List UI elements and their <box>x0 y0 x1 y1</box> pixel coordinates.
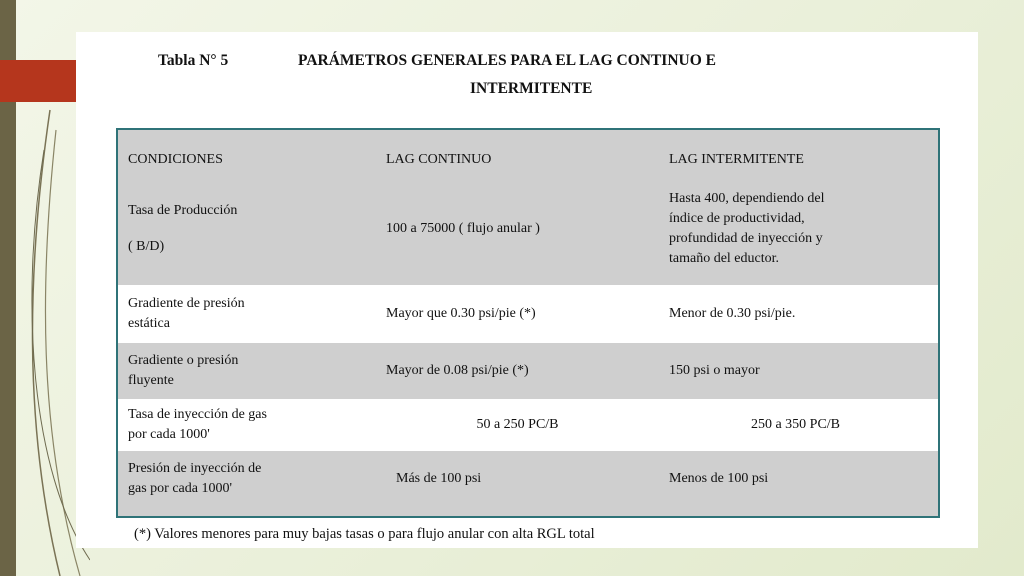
table-title-line2: INTERMITENTE <box>470 80 593 97</box>
condition-cell <box>118 459 376 499</box>
table-row <box>118 285 938 343</box>
intermitente-cell: 150 psi o mayor <box>669 363 760 378</box>
condition-text: Tasa de inyección de gas <box>128 407 267 422</box>
condition-text: estática <box>128 316 170 331</box>
table-row <box>118 399 938 451</box>
intermitente-cell: Menos de 100 psi <box>669 471 769 486</box>
condition-text: Presión de inyección de <box>128 461 262 476</box>
continuo-cell: 50 a 250 PC/B <box>476 417 559 432</box>
intermitente-line: índice de productividad, <box>669 210 805 226</box>
intermitente-line: tamaño del eductor. <box>669 250 780 266</box>
intermitente-line: Hasta 400, dependiendo del <box>669 190 825 206</box>
condition-cell <box>118 294 376 334</box>
condition-text: Tasa de Producción <box>128 202 238 218</box>
condition-cell <box>118 201 376 257</box>
table-row <box>118 451 938 507</box>
continuo-cell: 100 a 75000 ( flujo anular ) <box>386 220 540 236</box>
intermitente-cell: 250 a 350 PC/B <box>750 417 841 432</box>
table-row <box>118 343 938 399</box>
table-title-line1 <box>158 52 716 70</box>
header-lag-intermitente: LAG INTERMITENTE <box>669 152 804 167</box>
parameters-table <box>116 128 940 518</box>
condition-cell <box>118 405 376 445</box>
continuo-cell: Mayor que 0.30 psi/pie (*) <box>386 306 536 321</box>
intermitente-line: profundidad de inyección y <box>669 230 823 246</box>
condition-text: fluyente <box>128 373 174 388</box>
condition-cell <box>118 351 376 391</box>
continuo-cell: Más de 100 psi <box>396 471 482 486</box>
table-number: Tabla N° 5 <box>158 52 229 69</box>
condition-text: por cada 1000' <box>128 427 210 442</box>
table-header-row <box>118 148 938 172</box>
table-title-text: PARÁMETROS GENERALES PARA EL LAG CONTINUO E <box>298 52 716 69</box>
continuo-cell: Mayor de 0.08 psi/pie (*) <box>386 363 529 378</box>
accent-block <box>0 60 76 102</box>
intermitente-cell <box>659 189 938 269</box>
intermitente-cell: Menor de 0.30 psi/pie. <box>669 306 796 321</box>
slide-content-panel <box>76 32 978 548</box>
condition-text: Gradiente de presión <box>128 296 245 311</box>
header-condiciones: CONDICIONES <box>128 152 223 167</box>
header-lag-continuo: LAG CONTINUO <box>386 152 492 167</box>
condition-unit: ( B/D) <box>128 238 165 254</box>
table-row <box>118 172 938 285</box>
condition-text: gas por cada 1000' <box>128 481 232 496</box>
table-footnote: (*) Valores menores para muy bajas tasas o para flujo anular con alta RGL total <box>134 526 595 542</box>
condition-text: Gradiente o presión <box>128 353 239 368</box>
